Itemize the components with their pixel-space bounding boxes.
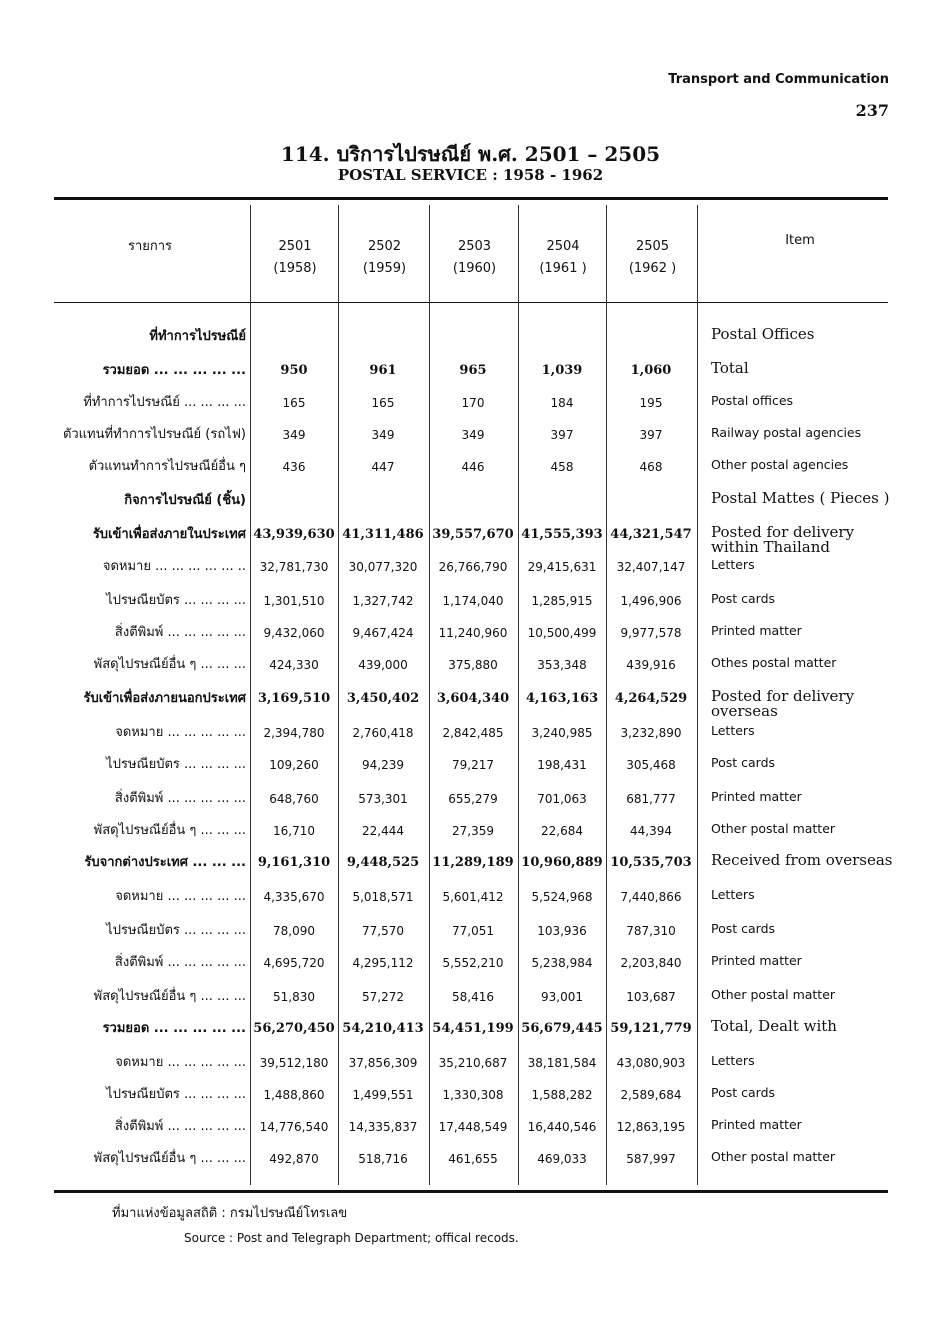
cell-value: 5,018,571 [352, 890, 414, 904]
cell-value: 37,856,309 [348, 1056, 418, 1070]
cell-value: 349 [461, 428, 485, 442]
row-label-english: Post cards [711, 1085, 776, 1100]
row-label-thai: สิ่งตีพิมพ์ ... ... ... ... ... [114, 791, 246, 806]
year-header: 2505 (1962 ) [628, 239, 677, 276]
row-label-thai: รวมยอด ... ... ... ... ... [102, 1021, 246, 1036]
cell-value: 2,760,418 [352, 726, 414, 740]
cell-value: 54,451,199 [432, 1021, 514, 1036]
source-english: Source : Post and Telegraph Department; offical recods. [184, 1231, 519, 1245]
cell-value: 56,679,445 [521, 1021, 603, 1036]
cell-value: 29,415,631 [527, 560, 597, 574]
cell-value: 9,432,060 [263, 626, 325, 640]
table-row [0, 751, 941, 779]
source-note [112, 1202, 519, 1245]
row-label-english: Letters [711, 723, 755, 738]
cell-value: 51,830 [273, 990, 315, 1004]
table-row [0, 323, 941, 351]
cell-value: 5,601,412 [442, 890, 504, 904]
cell-value: 1,488,860 [263, 1088, 325, 1102]
row-label-thai: รวมยอด ... ... ... ... ... [102, 363, 246, 378]
row-label-thai: กิจการไปรษณีย์ (ชิ้น) [124, 493, 246, 508]
cell-value: 1,327,742 [352, 594, 414, 608]
cell-value: 59,121,779 [610, 1021, 692, 1036]
cell-value: 3,232,890 [620, 726, 682, 740]
row-label-thai: ที่ทำการไปรษณีย์ ... ... ... ... [83, 395, 246, 410]
table-row [0, 817, 941, 845]
cell-value: 195 [639, 396, 663, 410]
cell-value: 397 [639, 428, 663, 442]
row-label-english: Postal offices [711, 393, 794, 408]
cell-value: 26,766,790 [438, 560, 508, 574]
cell-value: 4,335,670 [263, 890, 325, 904]
row-label-english: Total [711, 359, 749, 377]
table-row [0, 785, 941, 813]
cell-value: 54,210,413 [342, 1021, 424, 1036]
cell-value: 165 [371, 396, 395, 410]
cell-value: 11,240,960 [438, 626, 508, 640]
table-row [0, 1015, 941, 1043]
row-label-english: Printed matter [711, 623, 802, 638]
cell-value: 1,039 [541, 363, 583, 378]
cell-value: 439,916 [626, 658, 676, 672]
table-row [0, 357, 941, 385]
table-row [0, 421, 941, 449]
table-row [0, 917, 941, 945]
row-label-english: Posted for delivery overseas [711, 687, 855, 720]
cell-value: 1,285,915 [531, 594, 593, 608]
cell-value: 43,080,903 [616, 1056, 686, 1070]
cell-value: 468 [639, 460, 663, 474]
cell-value: 41,555,393 [521, 527, 603, 542]
row-label-thai: รับเข้าเพื่อส่งภายนอกประเทศ [83, 691, 246, 706]
cell-value: 681,777 [626, 792, 676, 806]
row-label-thai: ไปรษณียบัตร ... ... ... ... [106, 923, 246, 938]
cell-value: 4,295,112 [352, 956, 414, 970]
table-row [0, 883, 941, 911]
row-label-thai: ไปรษณียบัตร ... ... ... ... [106, 1087, 246, 1102]
cell-value: 518,716 [358, 1152, 408, 1166]
cell-value: 2,589,684 [620, 1088, 682, 1102]
table-row [0, 521, 941, 556]
cell-value: 184 [550, 396, 574, 410]
cell-value: 78,090 [273, 924, 315, 938]
row-label-english: Postal Offices [711, 325, 815, 343]
cell-value: 14,335,837 [348, 1120, 418, 1134]
table-row [0, 651, 941, 679]
row-label-english: Letters [711, 557, 755, 572]
row-label-thai: รับจากต่างประเทศ ... ... ... [84, 855, 246, 870]
row-label-thai: รับเข้าเพื่อส่งภายในประเทศ [92, 527, 246, 542]
row-label-english: Other postal matter [711, 1149, 836, 1164]
row-label-english: Railway postal agencies [711, 425, 862, 440]
cell-value: 961 [369, 363, 397, 378]
cell-value: 38,181,584 [527, 1056, 597, 1070]
cell-value: 349 [282, 428, 306, 442]
row-label-english: Other postal matter [711, 821, 836, 836]
cell-value: 587,997 [626, 1152, 676, 1166]
row-label-english: Other postal matter [711, 987, 836, 1002]
cell-value: 439,000 [358, 658, 408, 672]
cell-value: 30,077,320 [348, 560, 418, 574]
cell-value: 3,450,402 [346, 691, 420, 706]
cell-value: 397 [550, 428, 574, 442]
cell-value: 1,496,906 [620, 594, 682, 608]
cell-value: 3,604,340 [436, 691, 510, 706]
cell-value: 461,655 [448, 1152, 498, 1166]
cell-value: 43,939,630 [253, 527, 335, 542]
row-label-thai: จดหมาย ... ... ... ... ... [115, 889, 246, 904]
cell-value: 1,330,308 [442, 1088, 504, 1102]
cell-value: 950 [280, 363, 308, 378]
cell-value: 1,174,040 [442, 594, 504, 608]
cell-value: 573,301 [358, 792, 408, 806]
source-thai: ที่มาแห่งข้อมูลสถิติ : กรมไปรษณีย์โทรเลข [112, 1206, 348, 1221]
table-row [0, 389, 941, 417]
cell-value: 1,301,510 [263, 594, 325, 608]
table-row [0, 719, 941, 747]
cell-value: 44,321,547 [610, 527, 692, 542]
cell-value: 1,588,282 [531, 1088, 593, 1102]
cell-value: 655,279 [448, 792, 498, 806]
cell-value: 103,687 [626, 990, 676, 1004]
cell-value: 3,169,510 [257, 691, 331, 706]
cell-value: 469,033 [537, 1152, 587, 1166]
cell-value: 1,060 [630, 363, 672, 378]
cell-value: 648,760 [269, 792, 319, 806]
table-row [0, 453, 941, 481]
cell-value: 4,264,529 [614, 691, 688, 706]
year-header: 2502 (1959) [362, 239, 407, 276]
table-row [0, 1113, 941, 1141]
row-label-thai: ที่ทำการไปรษณีย์ [149, 329, 246, 344]
cell-value: 10,500,499 [527, 626, 597, 640]
section-title: Transport and Communication [668, 72, 889, 87]
row-label-thai: จดหมาย ... ... ... ... ... [115, 1055, 246, 1070]
row-label-thai: พัสดุไปรษณีย์อื่น ๆ ... ... ... [93, 989, 246, 1004]
cell-value: 109,260 [269, 758, 319, 772]
cell-value: 9,467,424 [352, 626, 414, 640]
cell-value: 5,238,984 [531, 956, 593, 970]
row-label-thai: สิ่งตีพิมพ์ ... ... ... ... ... [114, 1119, 246, 1134]
cell-value: 353,348 [537, 658, 587, 672]
row-label-thai: ไปรษณียบัตร ... ... ... ... [106, 593, 246, 608]
cell-value: 9,448,525 [346, 855, 420, 870]
year-header: 2504 (1961 ) [539, 239, 587, 276]
table-row [0, 849, 941, 877]
table-row [0, 983, 941, 1011]
cell-value: 94,239 [362, 758, 404, 772]
bottom-rule [54, 1190, 888, 1193]
cell-value: 492,870 [269, 1152, 319, 1166]
cell-value: 1,499,551 [352, 1088, 414, 1102]
cell-value: 5,524,968 [531, 890, 593, 904]
row-label-thai: จดหมาย ... ... ... ... ... .. [102, 559, 246, 574]
row-label-thai: พัสดุไปรษณีย์อื่น ๆ ... ... ... [93, 823, 246, 838]
row-label-thai: ไปรษณียบัตร ... ... ... ... [106, 757, 246, 772]
row-label-english: Post cards [711, 591, 776, 606]
cell-value: 424,330 [269, 658, 319, 672]
row-label-english: Postal Mattes ( Pieces ) [711, 489, 890, 507]
row-label-english: Total, Dealt with [711, 1017, 837, 1035]
row-label-thai: ตัวแทนทำการไปรษณีย์อื่น ๆ [88, 459, 246, 474]
running-header [668, 72, 889, 120]
cell-value: 27,359 [452, 824, 494, 838]
cell-value: 305,468 [626, 758, 676, 772]
cell-value: 57,272 [362, 990, 404, 1004]
cell-value: 16,440,546 [527, 1120, 597, 1134]
cell-value: 2,842,485 [442, 726, 504, 740]
cell-value: 39,512,180 [259, 1056, 329, 1070]
cell-value: 4,695,720 [263, 956, 325, 970]
row-label-thai: จดหมาย ... ... ... ... ... [115, 725, 246, 740]
cell-value: 436 [282, 460, 306, 474]
year-header: 2501 (1958) [273, 239, 317, 276]
row-label-thai: สิ่งตีพิมพ์ ... ... ... ... ... [114, 625, 246, 640]
year-header: 2503 (1960) [452, 239, 497, 276]
cell-value: 77,051 [452, 924, 494, 938]
cell-value: 165 [282, 396, 306, 410]
row-label-english: Letters [711, 1053, 755, 1068]
table-row [0, 685, 941, 720]
cell-value: 35,210,687 [438, 1056, 508, 1070]
cell-value: 701,063 [537, 792, 587, 806]
item-english-header: Item [785, 233, 815, 248]
table-row [0, 487, 941, 515]
cell-value: 170 [461, 396, 485, 410]
cell-value: 12,863,195 [616, 1120, 686, 1134]
cell-value: 787,310 [626, 924, 676, 938]
table-row [0, 1081, 941, 1109]
row-label-thai: ตัวแทนที่ทำการไปรษณีย์ (รถไฟ) [62, 427, 246, 442]
cell-value: 32,407,147 [616, 560, 686, 574]
row-label-english: Other postal agencies [711, 457, 849, 472]
cell-value: 56,270,450 [253, 1021, 335, 1036]
cell-value: 32,781,730 [259, 560, 329, 574]
cell-value: 39,557,670 [432, 527, 514, 542]
cell-value: 22,444 [362, 824, 404, 838]
cell-value: 198,431 [537, 758, 587, 772]
row-label-thai: พัสดุไปรษณีย์อื่น ๆ ... ... ... [93, 657, 246, 672]
row-label-english: Received from overseas [711, 851, 893, 869]
cell-value: 44,394 [630, 824, 672, 838]
table-row [0, 587, 941, 615]
cell-value: 375,880 [448, 658, 498, 672]
table-row [0, 553, 941, 581]
table-row [0, 619, 941, 647]
cell-value: 22,684 [541, 824, 583, 838]
cell-value: 4,163,163 [525, 691, 599, 706]
cell-value: 77,570 [362, 924, 404, 938]
cell-value: 349 [371, 428, 395, 442]
cell-value: 58,416 [452, 990, 494, 1004]
row-label-english: Printed matter [711, 953, 802, 968]
table-title-thai: 114. บริการไปรษณีย์ พ.ศ. 2501 – 2505 [280, 142, 661, 166]
row-label-english: Printed matter [711, 1117, 802, 1132]
cell-value: 16,710 [273, 824, 315, 838]
cell-value: 458 [550, 460, 574, 474]
item-thai-header: รายการ [127, 239, 173, 254]
row-label-english: Post cards [711, 921, 776, 936]
cell-value: 446 [461, 460, 485, 474]
row-label-thai: พัสดุไปรษณีย์อื่น ๆ ... ... ... [93, 1151, 246, 1166]
row-label-thai: สิ่งตีพิมพ์ ... ... ... ... ... [114, 955, 246, 970]
row-label-english: Printed matter [711, 789, 802, 804]
cell-value: 5,552,210 [442, 956, 504, 970]
row-label-english: Letters [711, 887, 755, 902]
cell-value: 11,289,189 [432, 855, 514, 870]
cell-value: 7,440,866 [620, 890, 682, 904]
cell-value: 14,776,540 [259, 1120, 329, 1134]
cell-value: 9,977,578 [620, 626, 682, 640]
table-title-english: POSTAL SERVICE : 1958 - 1962 [337, 166, 604, 184]
cell-value: 965 [459, 363, 487, 378]
row-label-english: Post cards [711, 755, 776, 770]
cell-value: 10,960,889 [521, 855, 603, 870]
cell-value: 79,217 [452, 758, 494, 772]
cell-value: 447 [371, 460, 395, 474]
cell-value: 2,203,840 [620, 956, 682, 970]
cell-value: 2,394,780 [263, 726, 325, 740]
cell-value: 41,311,486 [342, 527, 424, 542]
cell-value: 93,001 [541, 990, 583, 1004]
table-row [0, 1145, 941, 1173]
cell-value: 103,936 [537, 924, 587, 938]
row-label-english: Othes postal matter [711, 655, 837, 670]
header-rule [54, 302, 888, 303]
cell-value: 3,240,985 [531, 726, 593, 740]
cell-value: 17,448,549 [438, 1120, 508, 1134]
table-row [0, 1049, 941, 1077]
top-rule [54, 197, 888, 200]
cell-value: 10,535,703 [610, 855, 692, 870]
cell-value: 9,161,310 [257, 855, 331, 870]
page-number: 237 [855, 101, 889, 120]
table-row [0, 949, 941, 977]
row-label-english: Posted for delivery within Thailand [711, 523, 855, 556]
